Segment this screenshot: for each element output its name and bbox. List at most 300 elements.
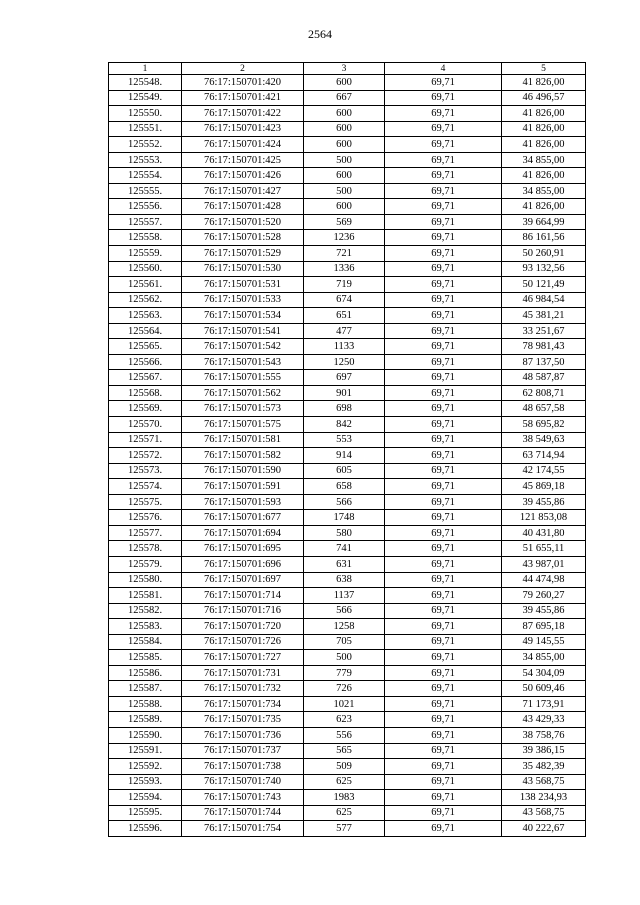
cadastral-number-cell: 76:17:150701:531 — [182, 277, 304, 293]
area-cell: 600 — [304, 168, 385, 184]
area-cell: 600 — [304, 75, 385, 91]
rate-cell: 69,71 — [385, 308, 502, 324]
cadastral-number-cell: 76:17:150701:420 — [182, 75, 304, 91]
rate-cell: 69,71 — [385, 354, 502, 370]
amount-cell: 43 568,75 — [502, 774, 586, 790]
rate-cell: 69,71 — [385, 75, 502, 91]
cadastral-number-cell: 76:17:150701:555 — [182, 370, 304, 386]
cadastral-number-cell: 76:17:150701:754 — [182, 821, 304, 837]
table-row — [109, 137, 586, 153]
row-number-cell: 125588. — [109, 696, 182, 712]
row-number-cell: 125594. — [109, 790, 182, 806]
cadastral-number-cell: 76:17:150701:426 — [182, 168, 304, 184]
amount-cell: 63 714,94 — [502, 448, 586, 464]
table-row — [109, 665, 586, 681]
row-number-cell: 125585. — [109, 650, 182, 666]
table-row — [109, 370, 586, 386]
table-row — [109, 230, 586, 246]
data-table — [108, 62, 586, 837]
area-cell: 842 — [304, 417, 385, 433]
row-number-cell: 125596. — [109, 821, 182, 837]
cadastral-number-cell: 76:17:150701:744 — [182, 805, 304, 821]
amount-cell: 44 474,98 — [502, 572, 586, 588]
area-cell: 577 — [304, 821, 385, 837]
table-row — [109, 650, 586, 666]
row-number-cell: 125592. — [109, 759, 182, 775]
rate-cell: 69,71 — [385, 246, 502, 262]
cadastral-number-cell: 76:17:150701:740 — [182, 774, 304, 790]
area-cell: 719 — [304, 277, 385, 293]
row-number-cell: 125555. — [109, 183, 182, 199]
row-number-cell: 125571. — [109, 432, 182, 448]
amount-cell: 34 855,00 — [502, 152, 586, 168]
row-number-cell: 125548. — [109, 75, 182, 91]
amount-cell: 49 145,55 — [502, 634, 586, 650]
row-number-cell: 125564. — [109, 323, 182, 339]
table-row — [109, 525, 586, 541]
area-cell: 1258 — [304, 619, 385, 635]
area-cell: 658 — [304, 479, 385, 495]
row-number-cell: 125568. — [109, 385, 182, 401]
row-number-cell: 125565. — [109, 339, 182, 355]
cadastral-number-cell: 76:17:150701:533 — [182, 292, 304, 308]
column-header-1: 1 — [109, 63, 182, 75]
table-row — [109, 90, 586, 106]
amount-cell: 38 549,63 — [502, 432, 586, 448]
amount-cell: 41 826,00 — [502, 137, 586, 153]
rate-cell: 69,71 — [385, 696, 502, 712]
cadastral-number-cell: 76:17:150701:732 — [182, 681, 304, 697]
amount-cell: 50 121,49 — [502, 277, 586, 293]
cadastral-number-cell: 76:17:150701:581 — [182, 432, 304, 448]
rate-cell: 69,71 — [385, 603, 502, 619]
amount-cell: 33 251,67 — [502, 323, 586, 339]
area-cell: 1021 — [304, 696, 385, 712]
amount-cell: 87 695,18 — [502, 619, 586, 635]
area-cell: 698 — [304, 401, 385, 417]
rate-cell: 69,71 — [385, 261, 502, 277]
area-cell: 1236 — [304, 230, 385, 246]
area-cell: 901 — [304, 385, 385, 401]
area-cell: 631 — [304, 556, 385, 572]
area-cell: 600 — [304, 137, 385, 153]
area-cell: 726 — [304, 681, 385, 697]
table-row — [109, 510, 586, 526]
area-cell: 580 — [304, 525, 385, 541]
row-number-cell: 125573. — [109, 463, 182, 479]
page-number: 2564 — [308, 27, 332, 41]
rate-cell: 69,71 — [385, 432, 502, 448]
cadastral-number-cell: 76:17:150701:424 — [182, 137, 304, 153]
table-row — [109, 261, 586, 277]
rate-cell: 69,71 — [385, 821, 502, 837]
amount-cell: 41 826,00 — [502, 199, 586, 215]
table-body — [109, 75, 586, 837]
rate-cell: 69,71 — [385, 137, 502, 153]
amount-cell: 41 826,00 — [502, 75, 586, 91]
row-number-cell: 125563. — [109, 308, 182, 324]
table-row — [109, 619, 586, 635]
table-row — [109, 805, 586, 821]
area-cell: 509 — [304, 759, 385, 775]
row-number-cell: 125578. — [109, 541, 182, 557]
cadastral-number-cell: 76:17:150701:529 — [182, 246, 304, 262]
amount-cell: 39 386,15 — [502, 743, 586, 759]
cadastral-number-cell: 76:17:150701:530 — [182, 261, 304, 277]
amount-cell: 45 869,18 — [502, 479, 586, 495]
area-cell: 500 — [304, 152, 385, 168]
row-number-cell: 125581. — [109, 588, 182, 604]
rate-cell: 69,71 — [385, 712, 502, 728]
table-row — [109, 75, 586, 91]
cadastral-number-cell: 76:17:150701:697 — [182, 572, 304, 588]
table-row — [109, 214, 586, 230]
cadastral-number-cell: 76:17:150701:695 — [182, 541, 304, 557]
area-cell: 674 — [304, 292, 385, 308]
table-row — [109, 541, 586, 557]
cadastral-number-cell: 76:17:150701:582 — [182, 448, 304, 464]
rate-cell: 69,71 — [385, 401, 502, 417]
amount-cell: 34 855,00 — [502, 650, 586, 666]
row-number-cell: 125590. — [109, 727, 182, 743]
cadastral-number-cell: 76:17:150701:542 — [182, 339, 304, 355]
amount-cell: 50 260,91 — [502, 246, 586, 262]
amount-cell: 39 455,86 — [502, 494, 586, 510]
rate-cell: 69,71 — [385, 199, 502, 215]
amount-cell: 79 260,27 — [502, 588, 586, 604]
cadastral-number-cell: 76:17:150701:534 — [182, 308, 304, 324]
amount-cell: 39 664,99 — [502, 214, 586, 230]
row-number-cell: 125549. — [109, 90, 182, 106]
table-row — [109, 385, 586, 401]
cadastral-number-cell: 76:17:150701:720 — [182, 619, 304, 635]
row-number-cell: 125567. — [109, 370, 182, 386]
cadastral-number-cell: 76:17:150701:520 — [182, 214, 304, 230]
cadastral-number-cell: 76:17:150701:735 — [182, 712, 304, 728]
rate-cell: 69,71 — [385, 448, 502, 464]
amount-cell: 58 695,82 — [502, 417, 586, 433]
table-row — [109, 712, 586, 728]
row-number-cell: 125595. — [109, 805, 182, 821]
row-number-cell: 125556. — [109, 199, 182, 215]
area-cell: 605 — [304, 463, 385, 479]
column-header-5: 5 — [502, 63, 586, 75]
rate-cell: 69,71 — [385, 665, 502, 681]
table-row — [109, 681, 586, 697]
amount-cell: 50 609,46 — [502, 681, 586, 697]
rate-cell: 69,71 — [385, 650, 502, 666]
rate-cell: 69,71 — [385, 805, 502, 821]
rate-cell: 69,71 — [385, 774, 502, 790]
rate-cell: 69,71 — [385, 230, 502, 246]
rate-cell: 69,71 — [385, 494, 502, 510]
table-row — [109, 199, 586, 215]
row-number-cell: 125586. — [109, 665, 182, 681]
table-row — [109, 743, 586, 759]
cadastral-number-cell: 76:17:150701:694 — [182, 525, 304, 541]
rate-cell: 69,71 — [385, 292, 502, 308]
area-cell: 651 — [304, 308, 385, 324]
row-number-cell: 125558. — [109, 230, 182, 246]
area-cell: 1133 — [304, 339, 385, 355]
rate-cell: 69,71 — [385, 339, 502, 355]
rate-cell: 69,71 — [385, 417, 502, 433]
row-number-cell: 125562. — [109, 292, 182, 308]
area-cell: 625 — [304, 774, 385, 790]
amount-cell: 93 132,56 — [502, 261, 586, 277]
table-row — [109, 183, 586, 199]
row-number-cell: 125576. — [109, 510, 182, 526]
cadastral-number-cell: 76:17:150701:677 — [182, 510, 304, 526]
column-header-3: 3 — [304, 63, 385, 75]
amount-cell: 40 222,67 — [502, 821, 586, 837]
table-row — [109, 121, 586, 137]
amount-cell: 86 161,56 — [502, 230, 586, 246]
rate-cell: 69,71 — [385, 743, 502, 759]
cadastral-number-cell: 76:17:150701:543 — [182, 354, 304, 370]
area-cell: 566 — [304, 494, 385, 510]
rate-cell: 69,71 — [385, 790, 502, 806]
amount-cell: 46 984,54 — [502, 292, 586, 308]
table-row — [109, 168, 586, 184]
row-number-cell: 125554. — [109, 168, 182, 184]
area-cell: 1250 — [304, 354, 385, 370]
row-number-cell: 125587. — [109, 681, 182, 697]
area-cell: 500 — [304, 650, 385, 666]
rate-cell: 69,71 — [385, 277, 502, 293]
cadastral-number-cell: 76:17:150701:541 — [182, 323, 304, 339]
rate-cell: 69,71 — [385, 681, 502, 697]
area-cell: 600 — [304, 106, 385, 122]
cadastral-number-cell: 76:17:150701:734 — [182, 696, 304, 712]
row-number-cell: 125566. — [109, 354, 182, 370]
area-cell: 556 — [304, 727, 385, 743]
column-header-2: 2 — [182, 63, 304, 75]
table-row — [109, 759, 586, 775]
row-number-cell: 125577. — [109, 525, 182, 541]
header-row — [109, 63, 586, 75]
amount-cell: 48 587,87 — [502, 370, 586, 386]
cadastral-number-cell: 76:17:150701:737 — [182, 743, 304, 759]
cadastral-number-cell: 76:17:150701:562 — [182, 385, 304, 401]
rate-cell: 69,71 — [385, 541, 502, 557]
row-number-cell: 125584. — [109, 634, 182, 650]
row-number-cell: 125560. — [109, 261, 182, 277]
amount-cell: 62 808,71 — [502, 385, 586, 401]
cadastral-number-cell: 76:17:150701:696 — [182, 556, 304, 572]
cadastral-number-cell: 76:17:150701:425 — [182, 152, 304, 168]
rate-cell: 69,71 — [385, 323, 502, 339]
area-cell: 569 — [304, 214, 385, 230]
table-row — [109, 588, 586, 604]
area-cell: 565 — [304, 743, 385, 759]
row-number-cell: 125561. — [109, 277, 182, 293]
cadastral-number-cell: 76:17:150701:591 — [182, 479, 304, 495]
rate-cell: 69,71 — [385, 168, 502, 184]
amount-cell: 48 657,58 — [502, 401, 586, 417]
amount-cell: 41 826,00 — [502, 106, 586, 122]
amount-cell: 42 174,55 — [502, 463, 586, 479]
row-number-cell: 125580. — [109, 572, 182, 588]
table-row — [109, 448, 586, 464]
table-row — [109, 603, 586, 619]
row-number-cell: 125570. — [109, 417, 182, 433]
amount-cell: 138 234,93 — [502, 790, 586, 806]
area-cell: 600 — [304, 199, 385, 215]
rate-cell: 69,71 — [385, 510, 502, 526]
table-row — [109, 339, 586, 355]
table-row — [109, 463, 586, 479]
table-row — [109, 727, 586, 743]
row-number-cell: 125572. — [109, 448, 182, 464]
amount-cell: 41 826,00 — [502, 121, 586, 137]
amount-cell: 87 137,50 — [502, 354, 586, 370]
table-row — [109, 821, 586, 837]
area-cell: 705 — [304, 634, 385, 650]
table-row — [109, 246, 586, 262]
area-cell: 600 — [304, 121, 385, 137]
row-number-cell: 125569. — [109, 401, 182, 417]
table-row — [109, 572, 586, 588]
amount-cell: 78 981,43 — [502, 339, 586, 355]
area-cell: 1137 — [304, 588, 385, 604]
cadastral-number-cell: 76:17:150701:738 — [182, 759, 304, 775]
rate-cell: 69,71 — [385, 121, 502, 137]
row-number-cell: 125551. — [109, 121, 182, 137]
cadastral-number-cell: 76:17:150701:427 — [182, 183, 304, 199]
cadastral-number-cell: 76:17:150701:726 — [182, 634, 304, 650]
row-number-cell: 125591. — [109, 743, 182, 759]
row-number-cell: 125557. — [109, 214, 182, 230]
amount-cell: 45 381,21 — [502, 308, 586, 324]
table-row — [109, 479, 586, 495]
rate-cell: 69,71 — [385, 152, 502, 168]
amount-cell: 71 173,91 — [502, 696, 586, 712]
cadastral-number-cell: 76:17:150701:593 — [182, 494, 304, 510]
cadastral-number-cell: 76:17:150701:731 — [182, 665, 304, 681]
row-number-cell: 125593. — [109, 774, 182, 790]
cadastral-number-cell: 76:17:150701:743 — [182, 790, 304, 806]
amount-cell: 35 482,39 — [502, 759, 586, 775]
area-cell: 914 — [304, 448, 385, 464]
amount-cell: 43 429,33 — [502, 712, 586, 728]
amount-cell: 46 496,57 — [502, 90, 586, 106]
table-row — [109, 308, 586, 324]
rate-cell: 69,71 — [385, 572, 502, 588]
area-cell: 623 — [304, 712, 385, 728]
row-number-cell: 125550. — [109, 106, 182, 122]
area-cell: 721 — [304, 246, 385, 262]
table-row — [109, 401, 586, 417]
row-number-cell: 125574. — [109, 479, 182, 495]
cadastral-number-cell: 76:17:150701:590 — [182, 463, 304, 479]
table-row — [109, 790, 586, 806]
table-row — [109, 774, 586, 790]
rate-cell: 69,71 — [385, 214, 502, 230]
rate-cell: 69,71 — [385, 634, 502, 650]
amount-cell: 40 431,80 — [502, 525, 586, 541]
cadastral-number-cell: 76:17:150701:573 — [182, 401, 304, 417]
row-number-cell: 125552. — [109, 137, 182, 153]
row-number-cell: 125579. — [109, 556, 182, 572]
amount-cell: 43 987,01 — [502, 556, 586, 572]
table-row — [109, 152, 586, 168]
area-cell: 553 — [304, 432, 385, 448]
table-row — [109, 417, 586, 433]
area-cell: 697 — [304, 370, 385, 386]
cadastral-number-cell: 76:17:150701:422 — [182, 106, 304, 122]
table-row — [109, 696, 586, 712]
cadastral-number-cell: 76:17:150701:727 — [182, 650, 304, 666]
rate-cell: 69,71 — [385, 385, 502, 401]
area-cell: 667 — [304, 90, 385, 106]
area-cell: 779 — [304, 665, 385, 681]
cadastral-number-cell: 76:17:150701:423 — [182, 121, 304, 137]
amount-cell: 38 758,76 — [502, 727, 586, 743]
amount-cell: 41 826,00 — [502, 168, 586, 184]
cadastral-number-cell: 76:17:150701:716 — [182, 603, 304, 619]
table-row — [109, 634, 586, 650]
table-row — [109, 292, 586, 308]
area-cell: 1748 — [304, 510, 385, 526]
cadastral-number-cell: 76:17:150701:575 — [182, 417, 304, 433]
cadastral-number-cell: 76:17:150701:714 — [182, 588, 304, 604]
area-cell: 741 — [304, 541, 385, 557]
rate-cell: 69,71 — [385, 479, 502, 495]
row-number-cell: 125553. — [109, 152, 182, 168]
area-cell: 625 — [304, 805, 385, 821]
table-row — [109, 106, 586, 122]
rate-cell: 69,71 — [385, 525, 502, 541]
row-number-cell: 125589. — [109, 712, 182, 728]
rate-cell: 69,71 — [385, 183, 502, 199]
row-number-cell: 125575. — [109, 494, 182, 510]
table-row — [109, 432, 586, 448]
table-row — [109, 277, 586, 293]
amount-cell: 43 568,75 — [502, 805, 586, 821]
table-row — [109, 323, 586, 339]
rate-cell: 69,71 — [385, 106, 502, 122]
amount-cell: 34 855,00 — [502, 183, 586, 199]
rate-cell: 69,71 — [385, 370, 502, 386]
area-cell: 1336 — [304, 261, 385, 277]
cadastral-number-cell: 76:17:150701:428 — [182, 199, 304, 215]
area-cell: 638 — [304, 572, 385, 588]
cadastral-number-cell: 76:17:150701:736 — [182, 727, 304, 743]
table-row — [109, 354, 586, 370]
table-row — [109, 556, 586, 572]
area-cell: 1983 — [304, 790, 385, 806]
rate-cell: 69,71 — [385, 727, 502, 743]
amount-cell: 51 655,11 — [502, 541, 586, 557]
cadastral-number-cell: 76:17:150701:528 — [182, 230, 304, 246]
area-cell: 500 — [304, 183, 385, 199]
table-row — [109, 494, 586, 510]
cadastral-number-cell: 76:17:150701:421 — [182, 90, 304, 106]
rate-cell: 69,71 — [385, 556, 502, 572]
area-cell: 566 — [304, 603, 385, 619]
rate-cell: 69,71 — [385, 463, 502, 479]
rate-cell: 69,71 — [385, 619, 502, 635]
rate-cell: 69,71 — [385, 588, 502, 604]
rate-cell: 69,71 — [385, 759, 502, 775]
amount-cell: 39 455,86 — [502, 603, 586, 619]
row-number-cell: 125582. — [109, 603, 182, 619]
row-number-cell: 125583. — [109, 619, 182, 635]
amount-cell: 54 304,09 — [502, 665, 586, 681]
row-number-cell: 125559. — [109, 246, 182, 262]
area-cell: 477 — [304, 323, 385, 339]
